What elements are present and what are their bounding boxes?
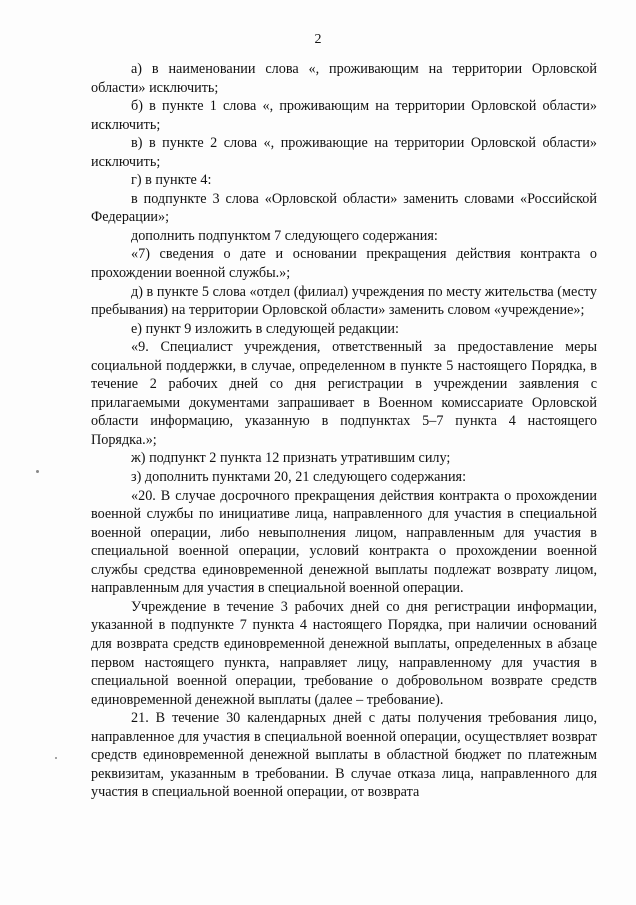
- paragraph-b: б) в пункте 1 слова «, проживающим на территории Орловской области» исключить;: [91, 98, 597, 133]
- paragraph-point-20-second: Учреждение в течение 3 рабочих дней со дня регистрации информации, указанной в подпункте 7 пункта 4 настоящего Порядка, при наличии оснований для возврата средств единовременной денежной выплаты, определенных в абзаце первом настоящего пункта, направляет лицу, направленному для участия в специальной военной операции, требование о добровольном возврате средств единовременной денежной выплаты (далее – требование).: [91, 598, 597, 708]
- paragraph-g-subpoint-3: в подпункте 3 слова «Орловской области» заменить словами «Российской Федерации»;: [91, 190, 597, 226]
- paragraph-subpoint-7-text: «7) сведения о дате и основании прекращения действия контракта о прохождении военной службы.»;: [91, 246, 597, 282]
- paragraph-a: а) в наименовании слова «, проживающим на территории Орловской области» исключить;: [91, 61, 597, 96]
- paragraph-point-9-text: «9. Специалист учреждения, ответственный за предоставление меры социальной поддержки, в случае, определенном в пункте 5 настоящего Порядка, в течение 2 рабочих дней со дня регистрации в учреждении заявления с прилагаемыми документами запрашивает в Военном комиссариате Орловской области информацию, указанную в подпунктах 5–7 пункта 4 настоящего Порядка.»;: [91, 339, 597, 448]
- paragraph-point-20-text: «20. В случае досрочного прекращения действия контракта о прохождении военной службы по инициативе лица, направленного для участия в специальной военной операции, либо невыполнения лицом, направленным для участия в специальной военной операции, условий контракта о прохождении военной службы средства единовременной денежной выплаты подлежат возврату лицом, направленным для участия в специальной военной операции.: [91, 487, 597, 597]
- document-body: [91, 60, 597, 802]
- scan-speck: [36, 470, 39, 473]
- page-number: 2: [314, 32, 322, 47]
- scan-speck: [55, 757, 57, 759]
- paragraph-d: д) в пункте 5 слова «отдел (филиал) учреждения по месту жительства (месту пребывания) на территории Орловской области» заменить словом «учреждение»;: [91, 283, 597, 319]
- paragraph-z: з) дополнить пунктами 20, 21 следующего содержания:: [131, 469, 467, 486]
- paragraph-g: г) в пункте 4:: [131, 172, 212, 189]
- paragraph-point-21-text: 21. В течение 30 календарных дней с даты получения требования лицо, направленное для участия в специальной военной операции, осуществляет возврат средств единовременной денежной выплаты в областной бюджет по платежным реквизитам, указанным в требовании. В случае отказа лица, направленного для участия в специальной военной операции, от возврата: [91, 710, 597, 801]
- paragraph-v: в) в пункте 2 слова «, проживающие на территории Орловской области» исключить;: [91, 135, 597, 170]
- paragraph-zh: ж) подпункт 2 пункта 12 признать утратившим силу;: [131, 450, 451, 467]
- paragraph-e: е) пункт 9 изложить в следующей редакции:: [131, 320, 399, 337]
- paragraph-g-add-subpoint: дополнить подпунктом 7 следующего содержания:: [131, 227, 438, 244]
